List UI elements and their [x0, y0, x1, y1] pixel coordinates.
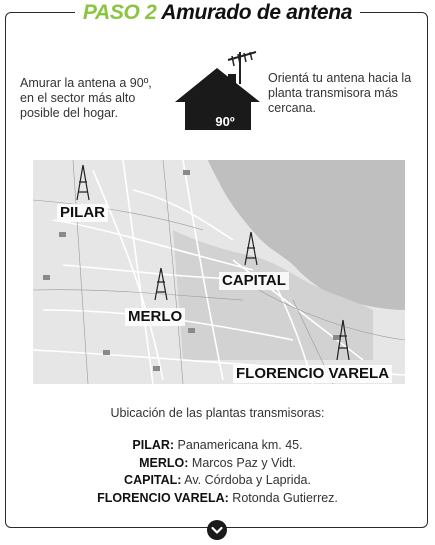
map-label-capital: CAPITAL	[219, 272, 289, 290]
house-antenna-illustration	[170, 44, 270, 130]
orient-instruction: Orientá tu antena hacia la planta transmisora más cercana.	[268, 71, 412, 115]
map-label-pilar: PILAR	[57, 204, 108, 222]
transmitter-map	[33, 160, 405, 384]
step-number: PASO 2	[82, 1, 157, 24]
list-item: FLORENCIO VARELA: Rotonda Gutierrez.	[97, 490, 338, 505]
mount-instruction: Amurar la antena a 90º, en el sector más alto posible del hogar.	[20, 76, 152, 120]
map-label-florencio-varela: FLORENCIO VARELA	[233, 365, 392, 383]
plants-caption: Ubicación de las plantas transmisoras:	[110, 406, 325, 420]
list-item: MERLO: Marcos Paz y Vidt.	[139, 455, 296, 470]
list-item: PILAR: Panamericana km. 45.	[132, 438, 303, 452]
angle-label: 90º	[215, 114, 235, 129]
plants-list	[0, 437, 435, 507]
map-label-merlo: MERLO	[125, 308, 185, 326]
step-title: Amurado de antena	[161, 1, 353, 24]
chevron-down-icon[interactable]	[207, 520, 227, 540]
list-item: CAPITAL: Av. Córdoba y Laprida.	[124, 473, 311, 487]
section-heading	[0, 0, 435, 26]
